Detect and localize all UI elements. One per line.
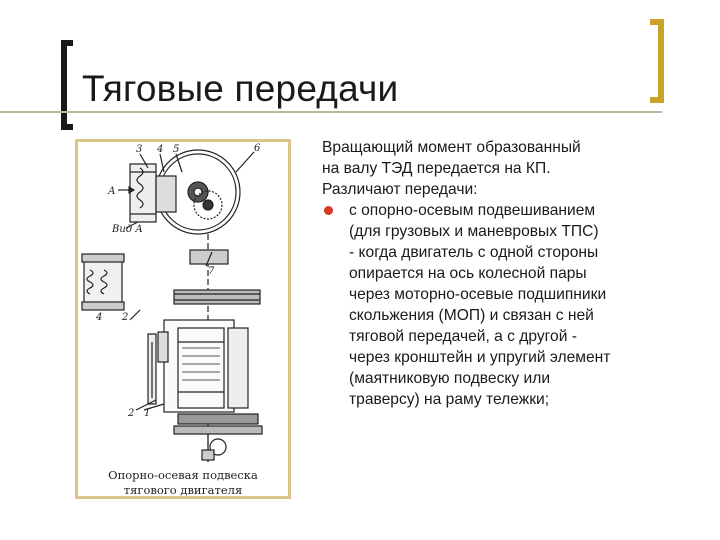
intro-line-3: Различают передачи: (322, 181, 478, 198)
traction-motor-figure (75, 139, 291, 499)
slide-title: Тяговые передачи (82, 68, 399, 109)
label-1: 1 (144, 408, 151, 419)
label-4b: 4 (96, 312, 103, 323)
bullet-item (322, 200, 662, 410)
bullet-line-4: опирается на ось колесной пары (349, 265, 587, 282)
right-bracket-decoration (650, 19, 664, 103)
bullet-line-10: траверсу) на раму тележки; (349, 391, 550, 408)
bullet-line-8: через кронштейн и упругий элемент (349, 349, 611, 366)
label-3: 3 (136, 144, 143, 155)
bullet-line-6: скольжения (МОП) и связан с ней (349, 307, 594, 324)
bullet-line-2: (для грузовых и маневровых ТПС) (349, 223, 599, 240)
left-bracket-decoration (61, 40, 73, 130)
label-6: 6 (254, 143, 261, 154)
title-underline-rule (0, 111, 662, 113)
traction-motor-drawing (78, 142, 288, 496)
label-2b: 2 (128, 408, 135, 419)
label-7: 7 (208, 266, 215, 277)
intro-line-2: на валу ТЭД передается на КП. (322, 160, 551, 177)
label-view-a: Вид А (112, 224, 143, 235)
slide-body-text (322, 137, 662, 410)
label-4: 4 (157, 144, 164, 155)
label-5: 5 (173, 144, 180, 155)
bullet-line-1: с опорно-осевым подвешиванием (349, 202, 596, 219)
bullet-line-7: тяговой передачей, а с другой - (349, 328, 577, 345)
bullet-line-3: - когда двигатель с одной стороны (349, 244, 599, 261)
figure-caption-line1: Опорно-осевая подвеска (108, 468, 258, 482)
figure-caption-line2: тягового двигателя (123, 483, 243, 497)
bullet-dot-icon (324, 206, 333, 215)
bullet-line-5: через моторно-осевые подшипники (349, 286, 607, 303)
label-a: А (108, 186, 116, 197)
label-2a: 2 (122, 312, 129, 323)
intro-line-1: Вращающий момент образованный (322, 139, 581, 156)
bullet-line-9: (маятниковую подвеску или (349, 370, 551, 387)
